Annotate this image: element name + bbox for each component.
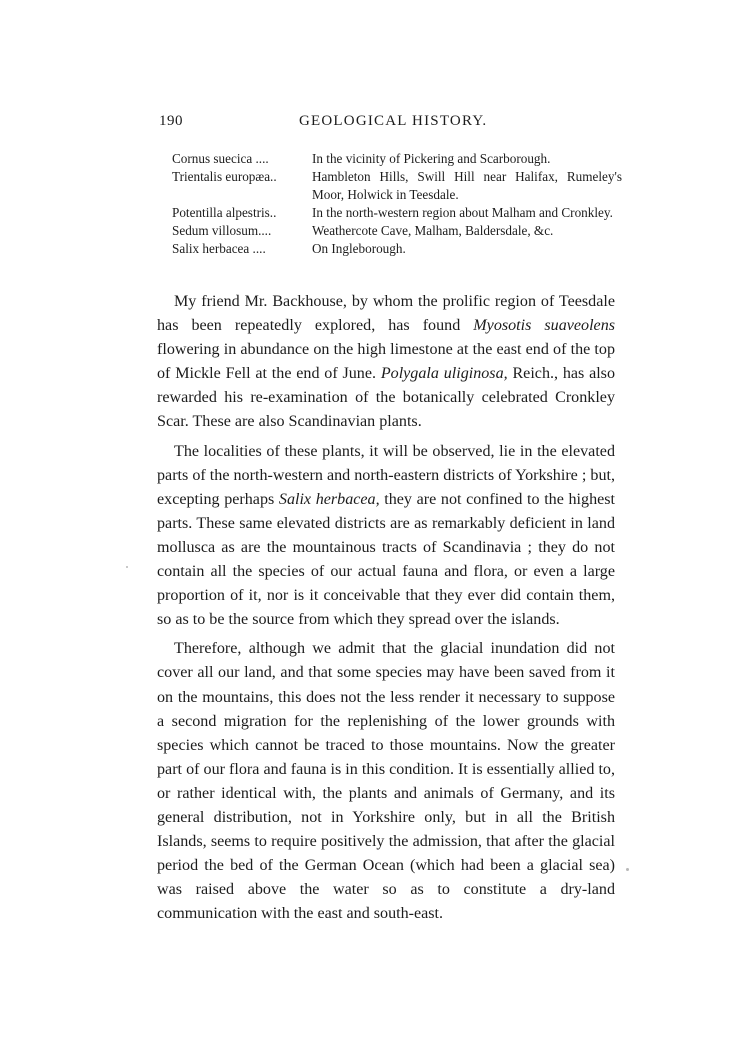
page-header [159, 113, 617, 135]
plant-name: Salix herbacea .... [172, 241, 266, 256]
plant-location: Weathercote Cave, Malham, Baldersdale, &c. [312, 223, 554, 238]
body-text [157, 290, 615, 931]
plant-name: Trientalis europæa.. [172, 169, 277, 184]
paragraph-localities [157, 440, 615, 633]
plant-location: In the vicinity of Pickering and Scarborough. [312, 151, 551, 166]
running-title: GEOLOGICAL HISTORY. [299, 113, 488, 129]
plant-location: Hambleton Hills, Swill Hill near Halifax, Rumeley's Moor, Holwick in Teesdale. [312, 169, 622, 202]
paragraph-text: they are not confined to the highest parts. These same elevated districts are as remarkably deficient in land mollusca as are the mountainous tracts of Scandinavia ; they do not contain all the species of our actual fauna and flora, or even a large proportion of it, nor is it conceivable that they ever did contain them, so as to be the source from which they spread over the islands. [157, 490, 616, 629]
paper-speck [626, 868, 629, 871]
paragraph-text: My friend Mr. Backhouse, by whom the prolific region of Teesdale has been repeatedly explored, has found [157, 293, 615, 335]
species-name: Myosotis suaveolens [473, 317, 616, 335]
paragraph-text: flowering in abundance on the high limestone at the east end of the top of Mickle Fell at the end of June. [157, 341, 615, 383]
plant-name: Cornus suecica .... [172, 151, 269, 166]
plant-location: In the north-western region about Malham and Cronkley. [312, 205, 613, 220]
list-item [172, 240, 622, 258]
plant-location: On Ingleborough. [312, 241, 406, 256]
paragraph-text: Therefore, although we admit that the glacial inundation did not cover all our land, and that some species may have been saved from it on the mountains, this does not the less render it necessary to suppose a second migration for the replenishing of the lower grounds with species which cannot be traced to those mountains. Now the greater part of our flora and fauna is in this condition. It is essentially allied to, or rather identical with, the plants and animals of Germany, and its general distribution, not in Yorkshire only, but in all the British Islands, seems to require positively the admission, that after the glacial period the bed of the German Ocean (which had been a glacial sea) was raised above the water so as to constitute a dry-land communication with the east and south-east. [157, 640, 615, 923]
plant-name: Potentilla alpestris.. [172, 205, 277, 220]
plant-localities-list [172, 150, 622, 258]
paragraph-text: Reich., has also rewarded his re-examination of the botanically celebrated Cronkley Scar. These are also Scandinavian plants. [157, 365, 615, 431]
paragraph-migration [157, 637, 615, 926]
species-name: Polygala uliginosa, [380, 365, 508, 383]
plant-name: Sedum villosum.... [172, 223, 272, 238]
list-item [172, 150, 622, 168]
list-item [172, 204, 622, 222]
list-item [172, 222, 622, 240]
paper-speck [126, 566, 128, 568]
page-number: 190 [159, 113, 183, 129]
list-item [172, 168, 622, 204]
paragraph-backhouse [157, 290, 615, 435]
species-name: Salix herbacea, [278, 490, 380, 508]
paragraph-text: The localities of these plants, it will be observed, lie in the elevated parts of the north-western and north-eastern districts of Yorkshire ; but, excepting perhaps [157, 442, 615, 508]
